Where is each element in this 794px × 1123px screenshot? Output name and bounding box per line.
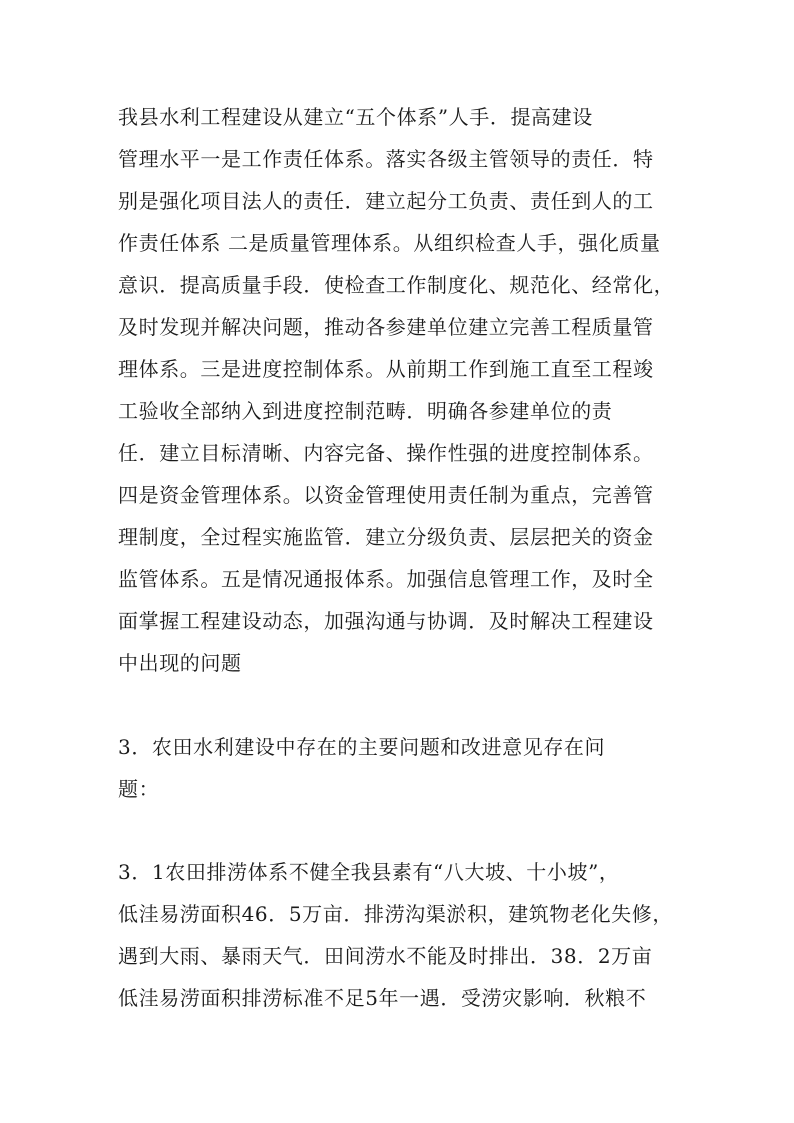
paragraph-1-line: 别是强化项目法人的责任．建立起分工负责、责任到人的工	[118, 189, 654, 213]
paragraph-3-line: 3．1农田排涝体系不健全我县素有“八大坡、十小坡”，	[118, 860, 620, 884]
paragraph-1-line: 作责任体系 二是质量管理体系。从组织检查人手，强化质量	[118, 231, 661, 255]
paragraph-1-line: 意识．提高质量手段．使检查工作制度化、规范化、经常化，	[118, 273, 675, 297]
section-heading-line: 3．农田水利建设中存在的主要问题和改进意见存在问	[118, 735, 606, 759]
paragraph-1-line: 我县水利工程建设从建立“五个体系”人手．提高建设	[118, 105, 593, 129]
paragraph-1-line: 监管体系。五是情况通报体系。加强信息管理工作，及时全	[118, 567, 654, 591]
paragraph-3-line: 低洼易涝面积46．5万亩．排涝沟渠淤积，建筑物老化失修，	[118, 902, 673, 926]
paragraph-1-line: 四是资金管理体系。以资金管理使用责任制为重点，完善管	[118, 483, 654, 507]
paragraph-1-line: 理制度，全过程实施监管．建立分级负责、层层把关的资金	[118, 525, 654, 549]
paragraph-1-line: 面掌握工程建设动态，加强沟通与协调．及时解决工程建设	[118, 609, 654, 633]
section-heading-line: 题：	[118, 777, 160, 801]
paragraph-1-line: 及时发现并解决问题，推动各参建单位建立完善工程质量管	[118, 315, 654, 339]
paragraph-3-line: 遇到大雨、暴雨天气．田间涝水不能及时排出．38．2万亩	[118, 944, 653, 968]
paragraph-1-line: 管理水平一是工作责任体系。落实各级主管领导的责任．特	[118, 147, 654, 171]
paragraph-3-line: 低洼易涝面积排涝标准不足5年一遇．受涝灾影响．秋粮不	[118, 986, 647, 1010]
paragraph-1-line: 理体系。三是进度控制体系。从前期工作到施工直至工程竣	[118, 357, 654, 381]
paragraph-1-line: 任．建立目标清晰、内容完备、操作性强的进度控制体系。	[118, 441, 654, 465]
paragraph-1-line: 中出现的问题	[118, 651, 242, 675]
paragraph-1-line: 工验收全部纳入到进度控制范畴．明确各参建单位的责	[118, 399, 613, 423]
